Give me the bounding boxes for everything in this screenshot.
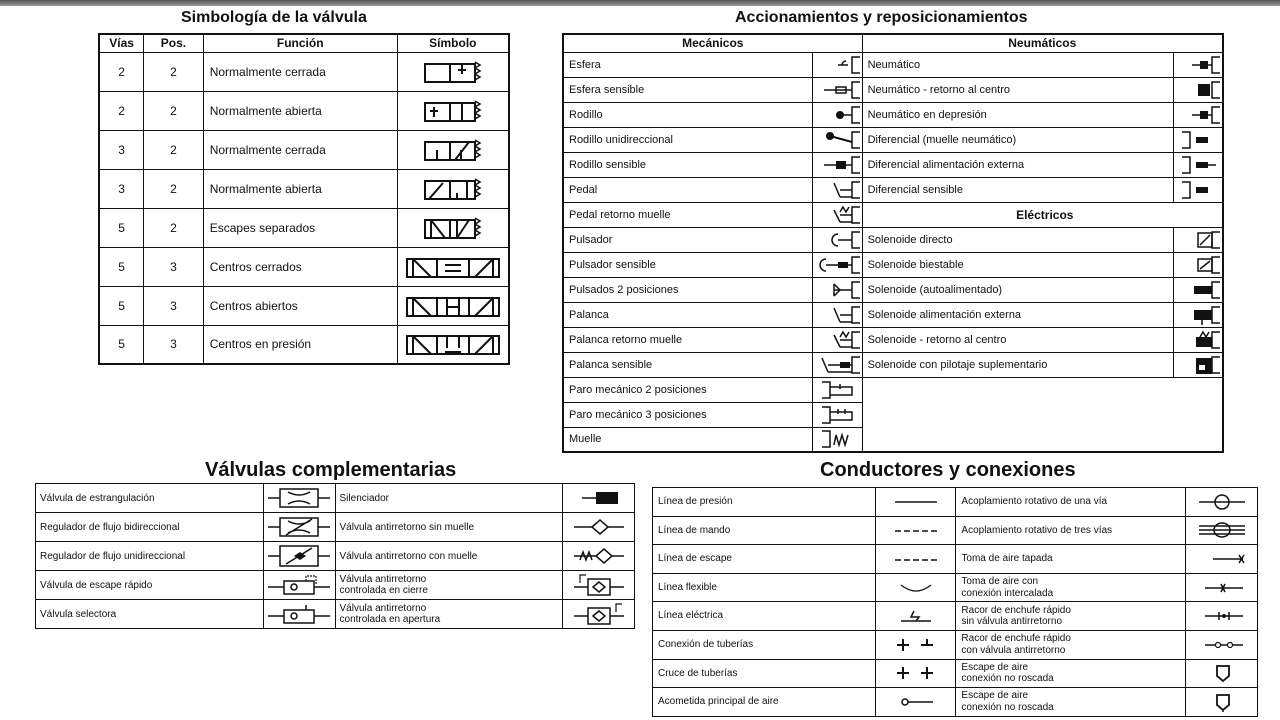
mecanicos-header: Mecánicos [563,34,862,52]
comp-label-line2: controlada en apertura [339,614,441,625]
sensitive-lever-icon [812,352,862,377]
cond-label: Línea de mando [653,516,876,545]
mech-label: Palanca retorno muelle [563,327,812,352]
valve-5-3-closed-centre-symbol [397,247,509,286]
electricos-header: Eléctricos [862,202,1223,227]
funcion-cell: Normalmente cerrada [203,130,397,169]
comp-label-line1: Válvula antirretorno [339,603,427,614]
cond-label: Línea eléctrica [653,602,876,631]
table-row [653,516,1258,545]
cond-label [956,688,1186,717]
comp-label [335,600,563,629]
cond-label-line1: Toma de aire con [961,576,1039,588]
comp-label: Válvula antirretorno con muelle [335,542,563,571]
pos-cell: 3 [144,286,204,325]
valve-5-3-pressure-centre-symbol [397,325,509,364]
main-air-supply-icon [876,688,956,717]
check-valve-no-spring-icon [563,513,635,542]
table-row [99,325,509,364]
comp-label: Válvula selectora [36,600,264,629]
elec-label: Solenoide alimentación externa [862,302,1173,327]
table-row [99,286,509,325]
vias-cell: 3 [99,130,144,169]
cond-label-line1: Escape de aire [961,661,1029,673]
valve-5-3-open-centre-symbol [397,286,509,325]
header-pos: Pos. [144,34,204,52]
elec-label: Solenoide - retorno al centro [862,327,1173,352]
comp-label: Regulador de flujo unidireccional [36,542,264,571]
pos-cell: 2 [144,169,204,208]
pos-cell: 3 [144,247,204,286]
table-row [36,600,635,629]
mech-label: Rodillo sensible [563,152,812,177]
differential-actuator-icon [1173,127,1223,152]
funcion-cell: Centros cerrados [203,247,397,286]
comp-label [335,571,563,600]
sensitive-roller-icon [812,152,862,177]
cond-label-line1: Racor de enchufe rápido [961,604,1071,616]
actuation-section-title: Accionamientos y reposicionamientos [735,9,1028,26]
cond-label [956,545,1186,574]
control-line-icon [876,516,956,545]
vias-cell: 2 [99,91,144,130]
solenoid-pilot-icon [1173,352,1223,377]
differential-sensitive-icon [1173,177,1223,202]
check-valve-with-spring-icon [563,542,635,571]
table-row [653,602,1258,631]
pneu-label: Diferencial (muelle neumático) [862,127,1173,152]
cond-label: Línea flexible [653,573,876,602]
cond-label-line2: con válvula antirretorno [961,644,1066,656]
valve-3-2-nc-symbol [397,130,509,169]
cond-label [956,630,1186,659]
pos-cell: 2 [144,52,204,91]
quick-coupler-with-check-icon [1186,630,1258,659]
cond-label-line1: Escape de aire [961,690,1029,702]
cond-label-line2: conexión no roscada [961,701,1054,713]
valve-5-2-symbol [397,208,509,247]
cond-label [956,659,1186,688]
spring-icon [812,427,862,452]
cond-label [956,602,1186,631]
ball-actuator-icon [812,52,862,77]
unidirectional-flow-regulator-icon [263,542,335,571]
funcion-cell: Normalmente abierta [203,91,397,130]
cond-label: Acometida principal de aire [653,688,876,717]
mech-label: Esfera [563,52,812,77]
pilot-check-valve-opening-icon [563,600,635,629]
shuttle-valve-icon [263,600,335,629]
mech-label: Rodillo [563,102,812,127]
comp-label: Válvula de escape rápido [36,571,264,600]
mech-label: Pedal [563,177,812,202]
throttle-valve-icon [263,484,335,513]
roller-actuator-icon [812,102,862,127]
silencer-icon [563,484,635,513]
mech-label: Rodillo unidireccional [563,127,812,152]
mechanical-stop-three-position-icon [812,402,862,427]
mech-label: Pedal retorno muelle [563,202,812,227]
header-funcion: Función [203,34,397,52]
differential-external-supply-icon [1173,152,1223,177]
pipe-connection-icon [876,630,956,659]
header-vias: Vías [99,34,144,52]
cond-label-line1: Toma de aire tapada [961,553,1053,565]
actuation-table [562,33,1224,453]
comp-label: Válvula antirretorno sin muelle [335,513,563,542]
conductors-section-title: Conductores y conexiones [820,459,1076,481]
pneu-label: Neumático [862,52,1173,77]
pressure-line-icon [876,488,956,517]
table-row [99,247,509,286]
table-row [653,488,1258,517]
pneumatic-actuator-icon [1173,52,1223,77]
pipe-crossing-icon [876,659,956,688]
quick-exhaust-valve-icon [263,571,335,600]
funcion-cell: Centros en presión [203,325,397,364]
air-exhaust-non-threaded-icon [1186,659,1258,688]
cond-label: Cruce de tuberías [653,659,876,688]
funcion-cell: Normalmente cerrada [203,52,397,91]
pos-cell: 2 [144,130,204,169]
table-row [36,542,635,571]
mech-label: Paro mecánico 3 posiciones [563,402,812,427]
table-row [653,659,1258,688]
air-exhaust-non-threaded-icon [1186,688,1258,717]
quick-coupler-no-check-icon [1186,602,1258,631]
plugged-air-outlet-icon [1186,545,1258,574]
elec-label: Solenoide biestable [862,252,1173,277]
valve-2-2-na-symbol [397,91,509,130]
flexible-line-icon [876,573,956,602]
electric-line-icon [876,602,956,631]
vias-cell: 3 [99,169,144,208]
cond-label-line2: sin válvula antirretorno [961,616,1063,628]
vias-cell: 2 [99,52,144,91]
pneu-label: Diferencial sensible [862,177,1173,202]
air-outlet-intermediate-icon [1186,573,1258,602]
table-row [99,130,509,169]
pneumatic-centre-return-icon [1173,77,1223,102]
cond-label-line2: conexión intercalada [961,587,1054,599]
bidirectional-flow-regulator-icon [263,513,335,542]
sensitive-ball-actuator-icon [812,77,862,102]
complementary-section-title: Válvulas complementarias [205,459,457,481]
pos-cell: 2 [144,208,204,247]
valve-section-title: Simbología de la válvula [181,9,367,26]
table-row [36,571,635,600]
table-row [99,208,509,247]
pedal-icon [812,177,862,202]
cond-label [956,516,1186,545]
pneu-label: Neumático - retorno al centro [862,77,1173,102]
cond-label: Línea de escape [653,545,876,574]
comp-label-line2: controlada en cierre [339,585,428,596]
conductors-table [652,487,1258,717]
solenoid-direct-icon [1173,227,1223,252]
pneu-label: Diferencial alimentación externa [862,152,1173,177]
solenoid-self-powered-icon [1173,277,1223,302]
solenoid-external-supply-icon [1173,302,1223,327]
table-row [653,545,1258,574]
cond-label-line2: conexión no roscada [961,673,1054,685]
lever-spring-return-icon [812,327,862,352]
top-window-bar [0,0,1280,6]
pedal-spring-return-icon [812,202,862,227]
vias-cell: 5 [99,208,144,247]
mech-label: Palanca [563,302,812,327]
valve-2-2-nc-symbol [397,52,509,91]
vias-cell: 5 [99,247,144,286]
pos-cell: 2 [144,91,204,130]
rotary-coupling-one-way-icon [1186,488,1258,517]
mechanical-stop-two-position-icon [812,377,862,402]
valve-symbol-table [98,33,510,365]
funcion-cell: Escapes separados [203,208,397,247]
table-row [653,630,1258,659]
cond-label-line1: Racor de enchufe rápido [961,633,1071,645]
cond-label-line1: Acoplamiento rotativo de tres vías [961,524,1113,536]
push-button-icon [812,227,862,252]
table-row [36,513,635,542]
push-button-two-position-icon [812,277,862,302]
funcion-cell: Normalmente abierta [203,169,397,208]
solenoid-centre-return-icon [1173,327,1223,352]
header-simbolo: Símbolo [397,34,509,52]
vias-cell: 5 [99,325,144,364]
cond-label [956,488,1186,517]
mech-label: Paro mecánico 2 posiciones [563,377,812,402]
comp-label-line1: Válvula antirretorno [339,574,427,585]
valve-table-header [99,34,509,52]
cond-label-line1: Acoplamiento rotativo de una vía [961,496,1108,508]
mech-label: Esfera sensible [563,77,812,102]
comp-label: Silenciador [335,484,563,513]
mech-label: Pulsados 2 posiciones [563,277,812,302]
funcion-cell: Centros abiertos [203,286,397,325]
valve-3-2-na-symbol [397,169,509,208]
cond-label: Conexión de tuberías [653,630,876,659]
pneumatic-vacuum-icon [1173,102,1223,127]
table-row [99,169,509,208]
table-row [36,484,635,513]
pneu-label: Neumático en depresión [862,102,1173,127]
rotary-coupling-three-way-icon [1186,516,1258,545]
cond-label [956,573,1186,602]
comp-label: Válvula de estrangulación [36,484,264,513]
vias-cell: 5 [99,286,144,325]
mech-label: Palanca sensible [563,352,812,377]
neumaticos-header: Neumáticos [862,34,1223,52]
table-row [99,91,509,130]
table-row [653,573,1258,602]
complementary-valves-table [35,483,635,629]
comp-label: Regulador de flujo bidireccional [36,513,264,542]
mech-label: Pulsador [563,227,812,252]
one-way-roller-icon [812,127,862,152]
exhaust-line-icon [876,545,956,574]
elec-label: Solenoide (autoalimentado) [862,277,1173,302]
table-row [653,688,1258,717]
mech-label: Muelle [563,427,812,452]
cond-label: Línea de presión [653,488,876,517]
elec-label: Solenoide con pilotaje suplementario [862,352,1173,377]
elec-label: Solenoide directo [862,227,1173,252]
lever-icon [812,302,862,327]
pilot-check-valve-closing-icon [563,571,635,600]
mech-label: Pulsador sensible [563,252,812,277]
sensitive-push-button-icon [812,252,862,277]
pos-cell: 3 [144,325,204,364]
solenoid-bistable-icon [1173,252,1223,277]
table-row [99,52,509,91]
